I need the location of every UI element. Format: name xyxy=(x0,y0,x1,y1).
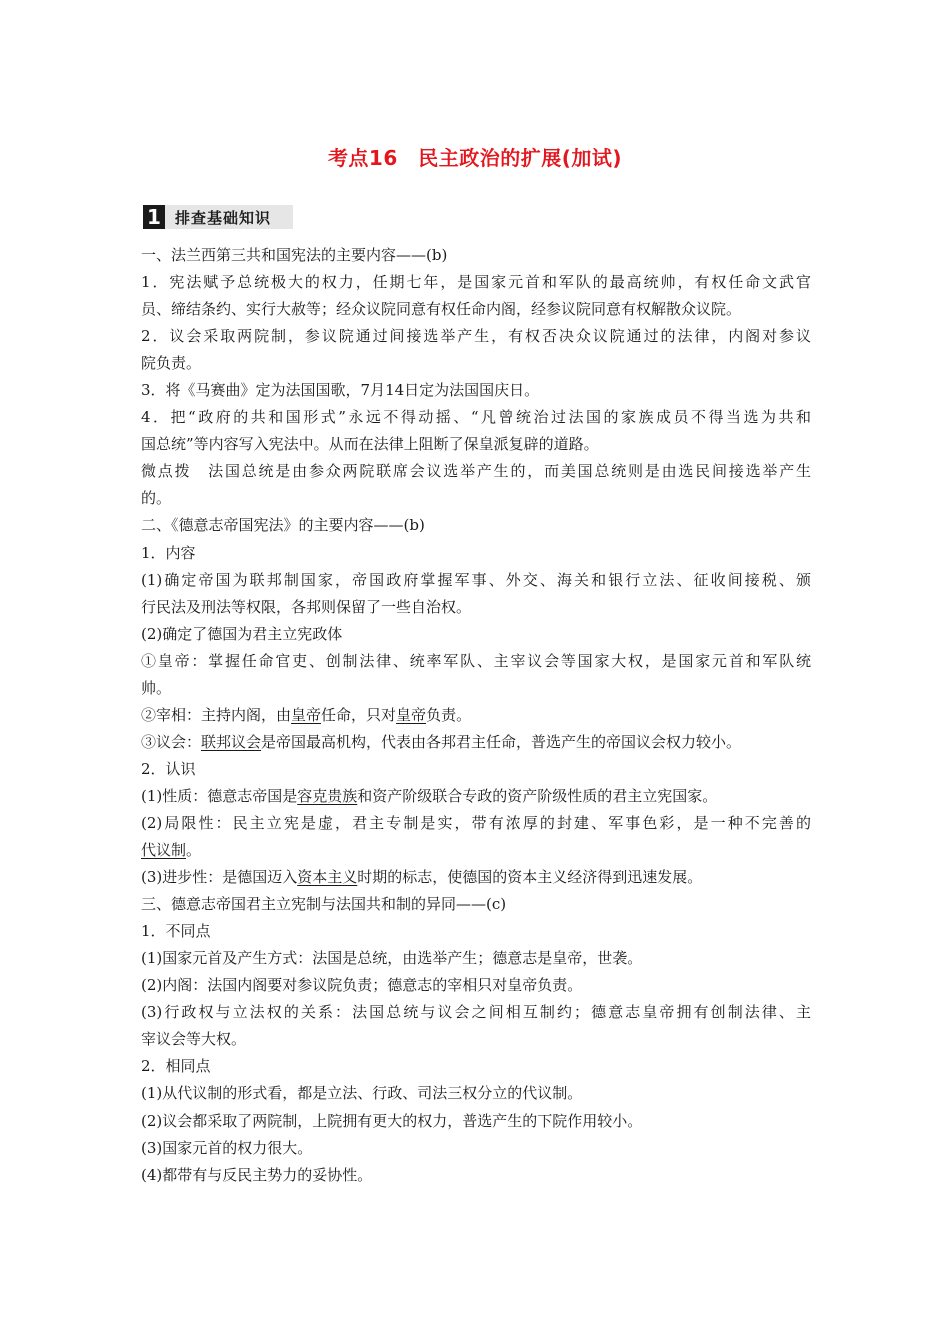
text-line: 微点拨 法国总统是由参众两院联席会议选举产生的，而美国总统则是由选民间接选举产生 xyxy=(141,462,811,481)
text-line: 2．认识 xyxy=(141,759,196,778)
text-line xyxy=(141,864,811,891)
text-line: 二、《德意志帝国宪法》的主要内容——(b) xyxy=(141,516,425,535)
text-line: (3)国家元首的权力很大。 xyxy=(141,1138,313,1157)
text-line: 一、法兰西第三共和国宪法的主要内容——(b) xyxy=(141,246,448,264)
text-line: ①皇帝：掌握任命官吏、创制法律、统率军队、主宰议会等国家大权，是国家元首和军队统 xyxy=(141,651,811,670)
text-fragment: 负责。 xyxy=(426,705,472,724)
underlined-term: 皇帝 xyxy=(291,705,322,724)
text-line: (2)议会都采取了两院制，上院拥有更大的权力，普选产生的下院作用较小。 xyxy=(141,1111,643,1130)
text-line: 1．内容 xyxy=(141,543,196,562)
text-line xyxy=(141,837,811,864)
text-fragment: 任命，只对 xyxy=(321,705,397,724)
text-line: 三、德意志帝国君主立宪制与法国共和制的异同——(c) xyxy=(141,895,507,914)
underlined-term: 皇帝 xyxy=(396,705,427,724)
text-line: 4．把“政府的共和国形式”永远不得动摇、“凡曾统治过法国的家族成员不得当选为共和 xyxy=(141,408,811,427)
text-line: 1．不同点 xyxy=(141,922,211,941)
text-line: (2)内阁：法国内阁要对参议院负责；德意志的宰相只对皇帝负责。 xyxy=(141,976,583,995)
underlined-term: 代议制 xyxy=(141,841,187,860)
text-fragment: (1)性质：德意志帝国是 xyxy=(141,786,298,805)
section-number: 1 xyxy=(143,205,165,229)
text-fragment: 是帝国最高机构，代表由各邦君主任命，普选产生的帝国议会权力较小。 xyxy=(261,732,742,751)
text-line: 1．宪法赋予总统极大的权力，任期七年，是国家元首和军队的最高统帅，有权任命文武官 xyxy=(141,273,811,292)
text-line: 院负责。 xyxy=(141,354,202,373)
text-fragment: 。 xyxy=(186,841,202,860)
section-banner xyxy=(143,205,293,229)
underlined-term: 资本主义 xyxy=(297,868,358,887)
text-line: (2)确定了德国为君主立宪政体 xyxy=(141,624,343,643)
text-line: 宰议会等大权。 xyxy=(141,1030,247,1049)
text-line: 3．将《马赛曲》定为法国国歌，7月14日定为法国国庆日。 xyxy=(141,381,540,400)
text-line: 国总统”等内容写入宪法中。从而在法律上阻断了保皇派复辟的道路。 xyxy=(141,435,599,454)
text-fragment: (3)进步性：是德国迈入 xyxy=(141,868,298,887)
text-line: 行民法及刑法等权限，各邦则保留了一些自治权。 xyxy=(141,597,472,616)
text-line: (3)行政权与立法权的关系：法国总统与议会之间相互制约；德意志皇帝拥有创制法律、主 xyxy=(141,1003,811,1022)
text-line: 员、缔结条约、实行大赦等；经众议院同意有权任命内阁，经参议院同意有权解散众议院。 xyxy=(141,300,742,319)
text-line: (4)都带有与反民主势力的妥协性。 xyxy=(141,1165,373,1184)
text-fragment: 时期的标志，使德国的资本主义经济得到迅速发展。 xyxy=(357,868,703,887)
underlined-term: 容克贵族 xyxy=(297,786,358,805)
text-line xyxy=(141,702,811,729)
text-line: 帅。 xyxy=(141,678,172,697)
text-line: 2．议会采取两院制，参议院通过间接选举产生，有权否决众议院通过的法律，内阁对参议 xyxy=(141,327,811,346)
text-fragment: ②宰相：主持内阁，由 xyxy=(141,705,292,724)
text-fragment: ③议会： xyxy=(141,732,202,751)
text-line: (1)确定帝国为联邦制国家，帝国政府掌握军事、外交、海关和银行立法、征收间接税、颁 xyxy=(141,570,811,589)
text-line: 2．相同点 xyxy=(141,1057,211,1076)
text-line xyxy=(141,729,811,756)
text-line: 的。 xyxy=(141,489,172,508)
document-body xyxy=(141,242,811,1189)
text-line: (1)国家元首及产生方式：法国是总统，由选举产生；德意志是皇帝，世袭。 xyxy=(141,949,643,968)
section-label: 排查基础知识 xyxy=(175,208,272,227)
text-line: (1)从代议制的形式看，都是立法、行政、司法三权分立的代议制。 xyxy=(141,1084,583,1103)
text-fragment: 和资产阶级联合专政的资产阶级性质的君主立宪国家。 xyxy=(357,786,718,805)
page-title: 考点16 民主政治的扩展(加试) xyxy=(327,146,623,170)
underlined-term: 联邦议会 xyxy=(201,732,262,751)
text-line: (2)局限性：民主立宪是虚，君主专制是实，带有浓厚的封建、军事色彩，是一种不完善的 xyxy=(141,813,811,832)
text-line xyxy=(141,783,811,810)
